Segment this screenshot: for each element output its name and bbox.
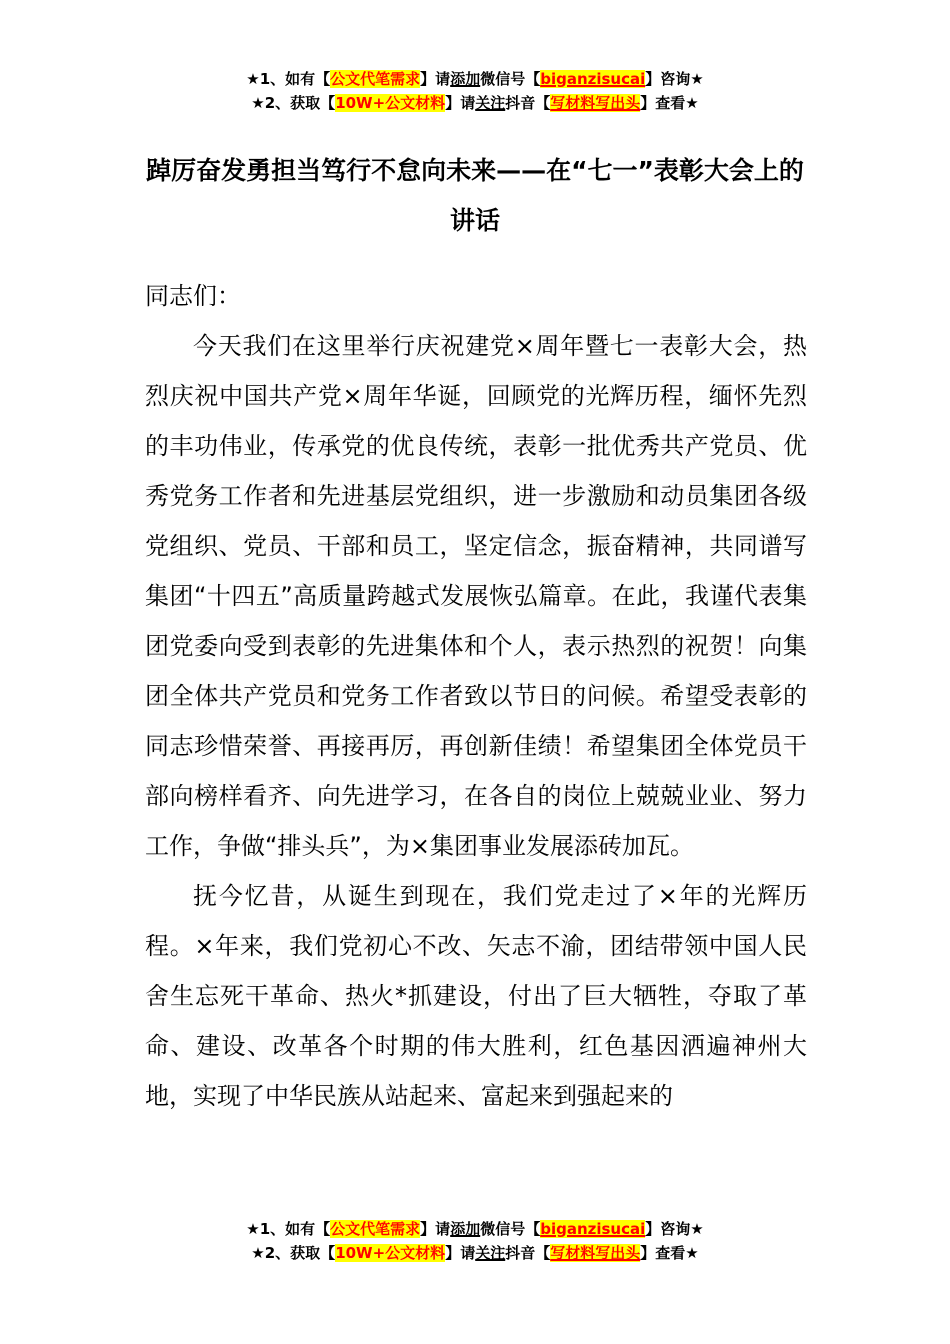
promo-text: 】查看★ [640, 1244, 699, 1262]
douyin-account: 写材料写出头 [550, 1244, 641, 1262]
promo-text: 抖音【 [505, 1244, 551, 1262]
promo-text: 】查看★ [640, 94, 699, 112]
promo-line-1 [0, 1217, 950, 1241]
highlight-service: 公文代笔需求 [330, 70, 421, 88]
promo-text: ★1、如有【 [246, 1220, 331, 1238]
promo-text: ★2、获取【 [251, 1244, 336, 1262]
highlight-service: 公文代笔需求 [330, 1220, 421, 1238]
promo-text: 】请 [445, 1244, 476, 1262]
promo-line-2 [0, 1241, 950, 1265]
wechat-id: biganzisucai [540, 1220, 646, 1238]
promo-text: 微信号【 [480, 70, 541, 88]
salutation: 同志们： [145, 282, 241, 310]
promo-text: 】请 [420, 1220, 451, 1238]
underlined-follow: 关注 [475, 94, 506, 112]
promo-line-1 [0, 67, 950, 91]
promo-text: 】咨询★ [645, 1220, 704, 1238]
promo-text: 】请 [420, 70, 451, 88]
document-body [145, 271, 807, 1121]
body-paragraph: 抚今忆昔，从诞生到现在，我们党走过了×年的光辉历程。×年来，我们党初心不改、矢志不渝，团结带领中国人民舍生忘死干革命、热火*抓建设，付出了巨大牺牲，夺取了革命、建设、改革各个时期的伟大胜利，红色基因洒遍神州大地，实现了中华民族从站起来、富起来到强起来的 [145, 882, 807, 1110]
promo-text: 微信号【 [480, 1220, 541, 1238]
body-paragraph: 今天我们在这里举行庆祝建党×周年暨七一表彰大会，热烈庆祝中国共产党×周年华诞，回顾党的光辉历程，缅怀先烈的丰功伟业，传承党的优良传统，表彰一批优秀共产党员、优秀党务工作者和先进基层党组织，进一步激励和动员集团各级党组织、党员、干部和员工，坚定信念，振奋精神，共同谱写集团“十四五”高质量跨越式发展恢弘篇章。在此，我谨代表集团党委向受到表彰的先进集体和个人，表示热烈的祝贺！向集团全体共产党员和党务工作者致以节日的问候。希望受表彰的同志珍惜荣誉、再接再厉，再创新佳绩！希望集团全体党员干部向榜样看齐、向先进学习，在各自的岗位上兢兢业业、努力工作，争做“排头兵”，为×集团事业发展添砖加瓦。 [145, 332, 807, 860]
highlight-materials: 10W+公文材料 [335, 94, 446, 112]
footer-promo-banner [0, 1217, 950, 1265]
document-title: 踔厉奋发勇担当笃行不怠向未来——在“七一”表彰大会上的讲话 [146, 156, 804, 235]
underlined-follow: 关注 [475, 1244, 506, 1262]
promo-text: ★2、获取【 [251, 94, 336, 112]
promo-text: 】请 [445, 94, 476, 112]
wechat-id: biganzisucai [540, 70, 646, 88]
promo-text: 】咨询★ [645, 70, 704, 88]
highlight-materials: 10W+公文材料 [335, 1244, 446, 1262]
underlined-add: 添加 [450, 70, 481, 88]
promo-text: 抖音【 [505, 94, 551, 112]
promo-text: ★1、如有【 [246, 70, 331, 88]
header-promo-banner [0, 67, 950, 115]
promo-line-2 [0, 91, 950, 115]
underlined-add: 添加 [450, 1220, 481, 1238]
douyin-account: 写材料写出头 [550, 94, 641, 112]
